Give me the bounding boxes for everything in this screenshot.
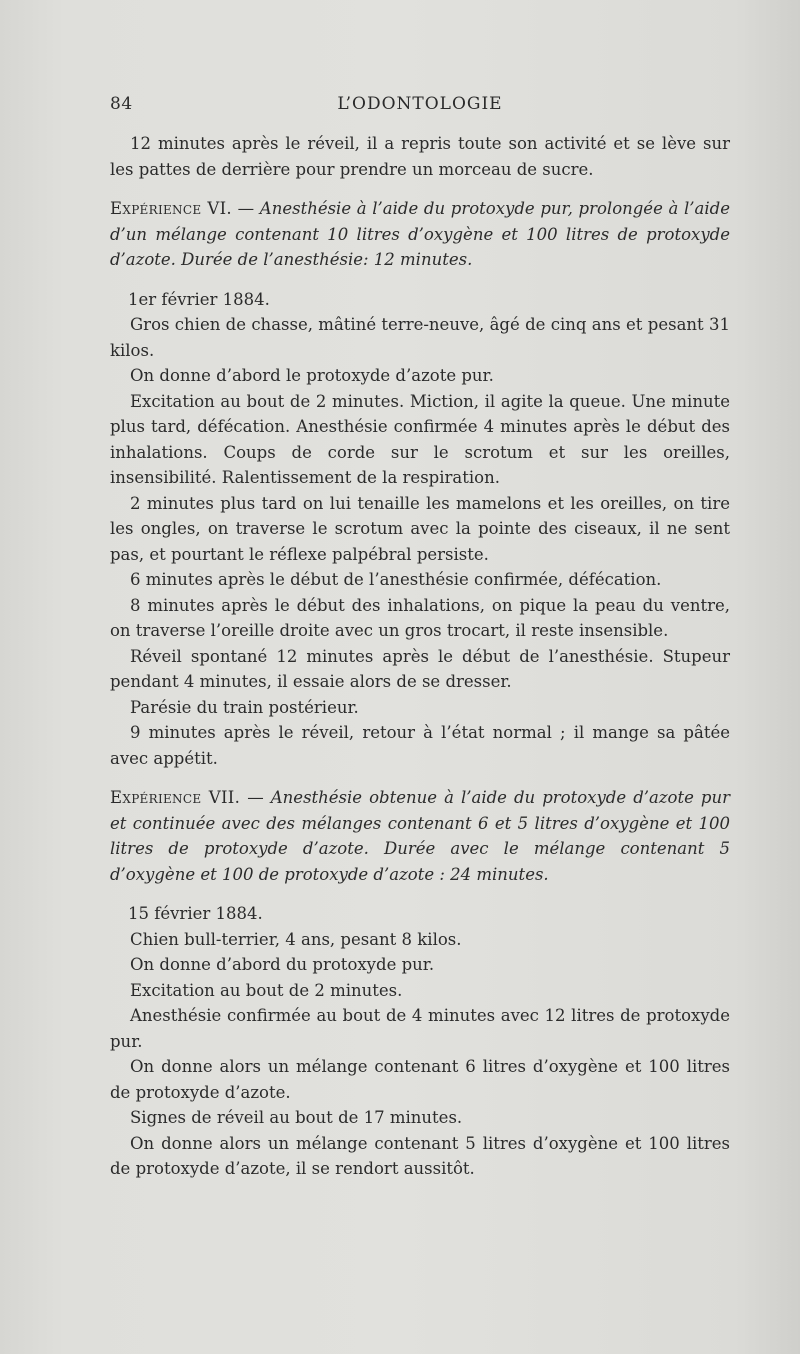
paragraph: Chien bull-terrier, 4 ans, pesant 8 kilos.: [130, 929, 462, 949]
experiment-heading: [110, 196, 730, 273]
paragraph: Réveil spontané 12 minutes après le début de l’anesthésie. Stupeur pendant 4 minutes, il essaie alors de se dresser.: [110, 646, 730, 691]
experiment-title: Anesthésie à l’aide du protoxyde pur, prolongée à l’aide d’un mélange contenant 10 litres d’oxygène et 100 litres de protoxyde d’azote. Durée de l’anesthésie: 12 minutes.: [110, 199, 730, 269]
heading-dash: —: [231, 199, 260, 218]
paragraph: Excitation au bout de 2 minutes.: [130, 980, 403, 1000]
paragraph: 12 minutes après le réveil, il a repris toute son activité et se lève sur les pattes de derrière pour prendre un morceau de sucre.: [110, 134, 730, 179]
paragraph: Anesthésie confirmée au bout de 4 minutes avec 12 litres de protoxyde pur.: [110, 1006, 730, 1051]
paragraph: 6 minutes après le début de l’anesthésie confirmée, défécation.: [130, 570, 662, 589]
paragraph: 2 minutes plus tard on lui tenaille les mamelons et les oreilles, on tire les ongles, on traverse le scrotum avec la pointe des ciseaux, il ne sent pas, et pourtant le réflexe palpébral persiste.: [110, 493, 730, 564]
page-number: 84: [110, 94, 133, 114]
experiment-title: Anesthésie obtenue à l’aide du protoxyde d’azote pur et continuée avec des mélanges contenant 6 et 5 litres d’oxygène et 100 litres de protoxyde d’azote. Durée avec le mélange contenant 5 d’oxygène et 100 de protoxyde d’azote : 24 minutes.: [110, 788, 730, 884]
paragraph: On donne d’abord du protoxyde pur.: [130, 955, 435, 974]
experiment-date: 1er février 1884.: [128, 289, 270, 309]
page-header: [110, 94, 730, 118]
paragraph: Parésie du train postérieur.: [130, 697, 359, 717]
experiment-label: Expérience VII.: [110, 788, 241, 807]
body-text: [110, 131, 730, 1182]
paragraph: Gros chien de chasse, mâtiné terre-neuve, âgé de cinq ans et pesant 31 kilos.: [110, 315, 730, 360]
paragraph: On donne alors un mélange contenant 5 litres d’oxygène et 100 litres de protoxyde d’azote, il se rendort aussitôt.: [110, 1133, 730, 1178]
experiment-heading: [110, 785, 730, 887]
paragraph: On donne d’abord le protoxyde d’azote pur.: [130, 366, 494, 385]
heading-dash: —: [240, 788, 271, 807]
experiment-date: 15 février 1884.: [128, 904, 263, 923]
paragraph: 9 minutes après le réveil, retour à l’état normal ; il mange sa pâtée avec appétit.: [110, 723, 730, 768]
paragraph: 8 minutes après le début des inhalations, on pique la peau du ventre, on traverse l’oreille droite avec un gros trocart, il reste insensible.: [110, 595, 730, 640]
running-title: L’ODONTOLOGIE: [337, 94, 503, 114]
paragraph: Excitation au bout de 2 minutes. Miction, il agite la queue. Une minute plus tard, défécation. Anesthésie confirmée 4 minutes après le début des inhalations. Coups de corde sur le scrotum et sur les oreilles, insensibilité. Ralentissement de la respiration.: [110, 391, 730, 487]
paragraph: Signes de réveil au bout de 17 minutes.: [130, 1108, 463, 1127]
experiment-label: Expérience VI.: [110, 199, 232, 218]
paragraph: On donne alors un mélange contenant 6 litres d’oxygène et 100 litres de protoxyde d’azote.: [110, 1057, 730, 1102]
